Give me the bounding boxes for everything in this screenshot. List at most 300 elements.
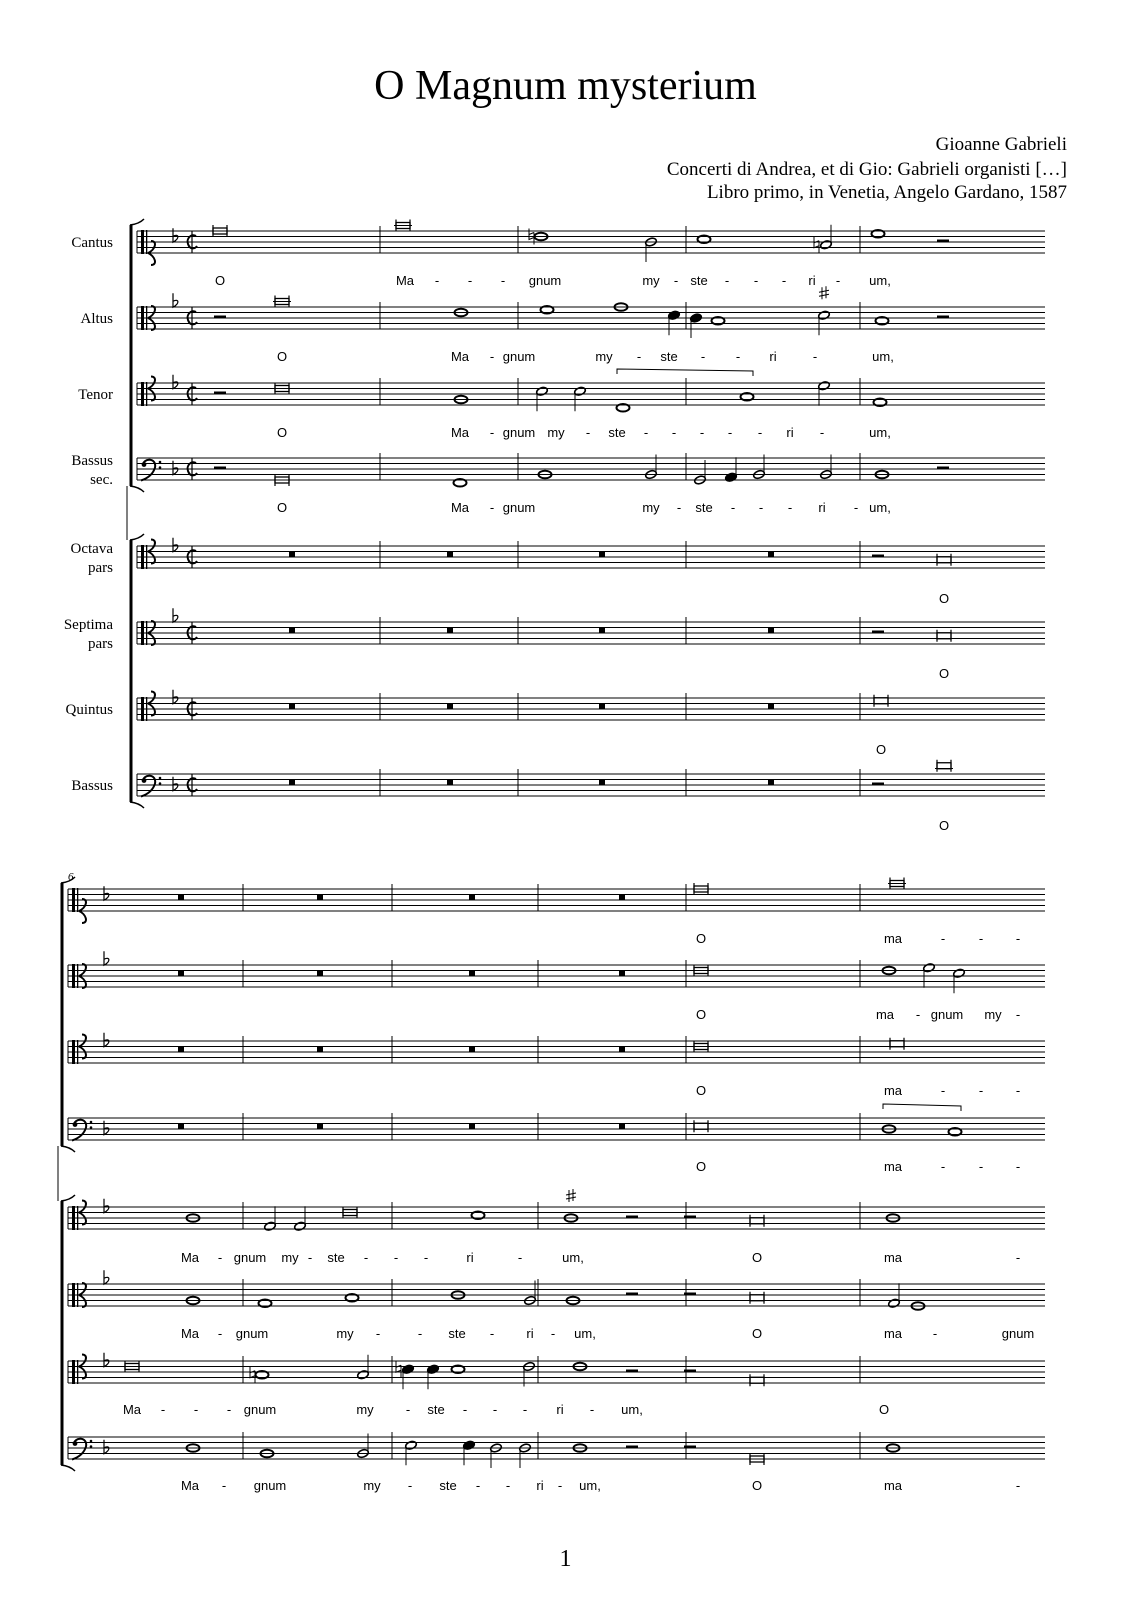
lyric-syllable: gnum [1001, 1326, 1035, 1341]
lyric-syllable: - [375, 1326, 381, 1341]
lyric-syllable: - [217, 1250, 223, 1265]
lyric-syllable: gnum [243, 1402, 277, 1417]
staff-altus [80, 286, 1045, 364]
lyric-syllable: - [932, 1326, 938, 1341]
lyric-syllable: - [407, 1478, 413, 1493]
lyric-syllable: - [500, 273, 506, 288]
lyric-syllable: O [276, 500, 288, 515]
note-head [818, 310, 831, 320]
lyric-syllable: - [787, 500, 793, 515]
f-clef-dot [159, 466, 162, 469]
lyric-syllable: - [489, 349, 495, 364]
flat-icon [104, 1440, 109, 1454]
whole-rest [469, 971, 475, 977]
staff-septima [64, 608, 1045, 681]
lyric-syllable: gnum [253, 1478, 287, 1493]
f-clef-dot [90, 1121, 93, 1124]
lyric-syllable: - [978, 1159, 984, 1174]
lyric-syllable: O [214, 273, 226, 288]
half-rest [872, 783, 884, 786]
lyric-syllable: - [673, 273, 679, 288]
half-rest [626, 1293, 638, 1296]
quarter-note [427, 1364, 440, 1389]
lyric-syllable: ri [536, 1478, 544, 1493]
lyric-syllable: - [853, 500, 859, 515]
lyric-syllable: - [585, 425, 591, 440]
whole-rest [289, 552, 295, 558]
f-clef-dot [90, 1440, 93, 1443]
lyric-syllable: O [938, 818, 950, 833]
staff-septima [68, 1270, 1045, 1341]
lyric-syllable: - [557, 1478, 563, 1493]
page-number: 1 [559, 1546, 572, 1572]
system1 [64, 219, 1045, 833]
note-head [953, 968, 966, 978]
staff-tenor [68, 1033, 1045, 1098]
staff-octava [68, 1189, 1045, 1265]
lyric-syllable: O [276, 425, 288, 440]
half-rest [684, 1446, 696, 1449]
flat-icon [104, 886, 109, 900]
lyric-syllable: ste [608, 425, 626, 440]
c-clef-icon [72, 1355, 86, 1385]
note-head [405, 1440, 418, 1450]
lyric-syllable: - [1015, 1250, 1021, 1265]
lyric-syllable: O [695, 931, 707, 946]
lyric-syllable: ri [769, 349, 777, 364]
half-rest [937, 316, 949, 319]
whole-rest [178, 971, 184, 977]
c-clef-icon [72, 1035, 86, 1065]
lyric-syllable: - [753, 273, 759, 288]
flat-icon [104, 1270, 109, 1284]
half-note [820, 225, 833, 250]
whole-rest [619, 1124, 625, 1130]
lyric-syllable: - [489, 1326, 495, 1341]
lyric-syllable: - [643, 425, 649, 440]
lyric-syllable: O [875, 742, 887, 757]
f-clef-dot [159, 782, 162, 785]
whole-rest [768, 552, 774, 558]
lyric-syllable: O [695, 1159, 707, 1174]
source-line-1: Concerti di Andrea, et di Gio: Gabrieli organisti […] [666, 159, 1067, 180]
half-rest [214, 316, 226, 319]
quarter-note [463, 1440, 476, 1465]
lyric-syllable: gnum [502, 500, 536, 515]
voice-name: Tenor [78, 387, 113, 403]
lyric-syllable: - [819, 425, 825, 440]
whole-rest [289, 628, 295, 634]
breve-body [750, 1377, 764, 1383]
lyric-syllable: Ma [450, 349, 470, 364]
lyric-syllable: O [751, 1250, 763, 1265]
lyric-syllable: - [758, 500, 764, 515]
note-head [923, 963, 936, 973]
breve-note [890, 1038, 904, 1050]
c-clef-bar [141, 621, 144, 645]
whole-rest [317, 895, 323, 901]
c-clef-bar [141, 697, 144, 721]
c-clef-thin [146, 697, 147, 721]
voice-name: Octava [70, 541, 113, 557]
note-head [402, 1364, 415, 1374]
c-clef-icon [141, 540, 155, 570]
lyric-syllable: ma [883, 931, 903, 946]
flat-icon [104, 1353, 109, 1367]
half-note [357, 1355, 370, 1380]
flat-icon [173, 777, 178, 791]
natural-icon [250, 1367, 255, 1383]
lyric-syllable: um, [621, 1402, 643, 1417]
lyric-syllable: ma [883, 1478, 903, 1493]
f-clef-dot [90, 1445, 93, 1448]
lyric-syllable: O [938, 591, 950, 606]
lyric-syllable: Ma [122, 1402, 142, 1417]
half-note [519, 1443, 532, 1468]
sharp-icon [819, 286, 829, 299]
staff-cantus [71, 220, 1045, 289]
flat-icon [173, 461, 178, 475]
lyric-syllable: ri [786, 425, 794, 440]
staff-bassus-secundus [68, 1113, 1045, 1174]
quarter-note [690, 313, 703, 338]
choir-one-bracket [130, 219, 144, 492]
lyric-syllable: - [434, 273, 440, 288]
flat-icon [104, 1199, 109, 1213]
c-clef-thin [146, 306, 147, 330]
whole-rest [469, 1047, 475, 1053]
breve-body [750, 1218, 764, 1224]
lyric-syllable: um, [869, 425, 891, 440]
staff-bassus [71, 760, 1045, 833]
staff-quintus [65, 690, 1045, 757]
lyric-syllable: um, [869, 273, 891, 288]
note-head [574, 386, 587, 396]
lyric-syllable: my [281, 1250, 299, 1265]
system2 [58, 877, 1045, 1493]
voice-name: sec. [90, 472, 113, 488]
lyric-syllable: ri [818, 500, 826, 515]
lyric-syllable: - [724, 273, 730, 288]
half-note [888, 1283, 901, 1308]
c-clef-bar [72, 1283, 75, 1307]
half-note [818, 381, 831, 406]
half-rest [684, 1216, 696, 1219]
c-clef-thin [77, 964, 78, 988]
whole-rest [289, 780, 295, 786]
lyric-syllable: O [751, 1326, 763, 1341]
lyric-syllable: O [695, 1083, 707, 1098]
bracket-hook [61, 1465, 75, 1471]
lyric-syllable: - [940, 1083, 946, 1098]
staff-bassus [68, 1432, 1045, 1493]
half-rest [626, 1370, 638, 1373]
composer-name: Gioanne Gabrieli [935, 134, 1067, 155]
breve-body [937, 633, 951, 639]
choir-two-bracket [61, 1195, 75, 1471]
whole-rest [447, 552, 453, 558]
half-note [953, 968, 966, 993]
whole-rest [619, 971, 625, 977]
whole-rest [447, 704, 453, 710]
lyric-syllable: my [595, 349, 613, 364]
c-clef-thin [77, 1360, 78, 1384]
breve-note [750, 1215, 764, 1227]
lyric-syllable: Ma [180, 1326, 200, 1341]
breve-note [937, 630, 951, 642]
breve-note [874, 695, 888, 707]
whole-rest [469, 1124, 475, 1130]
note-head [264, 1221, 277, 1231]
lyric-syllable: O [938, 666, 950, 681]
voice-name: Septima [63, 617, 113, 633]
lyric-syllable: ma [883, 1326, 903, 1341]
lyric-syllable: gnum [502, 425, 536, 440]
whole-rest [599, 552, 605, 558]
lyric-syllable: - [812, 349, 818, 364]
half-rest [872, 631, 884, 634]
whole-rest [619, 895, 625, 901]
lyric-syllable: ste [327, 1250, 345, 1265]
whole-rest [178, 895, 184, 901]
flat-icon [104, 951, 109, 965]
half-note [490, 1443, 503, 1468]
breve-note [694, 1120, 708, 1132]
lyric-syllable: ste [448, 1326, 466, 1341]
choir-two-bracket [130, 534, 144, 808]
breve-body [937, 557, 951, 563]
lyric-syllable: - [160, 1402, 166, 1417]
flat-icon [173, 690, 178, 704]
choir-one-bracket [61, 877, 75, 1152]
f-clef-dot [159, 461, 162, 464]
whole-rest [768, 628, 774, 634]
note-head [536, 386, 549, 396]
half-note [264, 1206, 277, 1231]
breve-body [937, 763, 951, 769]
lyric-syllable: um, [579, 1478, 601, 1493]
score-title: O Magnum mysterium [374, 63, 757, 109]
f-clef-dot [142, 462, 147, 467]
lyric-syllable: - [505, 1478, 511, 1493]
c-clef-icon [72, 1201, 86, 1231]
lyric-syllable: - [671, 425, 677, 440]
lyric-syllable: ma [883, 1083, 903, 1098]
lyric-syllable: - [193, 1402, 199, 1417]
lyric-syllable: - [393, 1250, 399, 1265]
lyric-syllable: - [522, 1402, 528, 1417]
bracket-hook [130, 486, 144, 492]
breve-note [937, 760, 951, 772]
lyric-syllable: O [878, 1402, 890, 1417]
lyric-syllable: - [781, 273, 787, 288]
quarter-note [668, 310, 681, 335]
measure-number: 6 [68, 871, 74, 883]
c-clef-bar [141, 382, 144, 406]
lyric-syllable: - [1015, 1478, 1021, 1493]
lyric-syllable: - [835, 273, 841, 288]
lyric-syllable: O [751, 1478, 763, 1493]
voice-name: pars [88, 560, 113, 576]
lyric-syllable: ri [466, 1250, 474, 1265]
flat-icon [173, 228, 178, 242]
f-clef-dot [142, 778, 147, 783]
lyric-syllable: - [589, 1402, 595, 1417]
whole-rest [317, 1124, 323, 1130]
whole-rest [768, 704, 774, 710]
flat-icon [173, 538, 178, 552]
c-clef-bar [72, 964, 75, 988]
lyric-syllable: - [699, 425, 705, 440]
lyric-syllable: - [492, 1402, 498, 1417]
whole-rest [768, 780, 774, 786]
note-head [818, 381, 831, 391]
voice-name: Altus [80, 311, 113, 327]
c-clef-thin [77, 1040, 78, 1064]
lyric-syllable: - [735, 349, 741, 364]
note-head [668, 310, 681, 320]
f-clef-icon [72, 1439, 92, 1460]
lyric-syllable: - [475, 1478, 481, 1493]
c-clef-icon [141, 377, 155, 407]
staff-cantus [68, 878, 1045, 947]
half-rest [626, 1446, 638, 1449]
staff-bassus-secundus [71, 453, 1045, 515]
bracket-hook [130, 802, 144, 808]
ligature-bracket [883, 1104, 961, 1111]
lyric-syllable: - [978, 931, 984, 946]
half-note [923, 963, 936, 988]
lyric-syllable: gnum [528, 273, 562, 288]
lyric-syllable: - [727, 425, 733, 440]
note-head [820, 240, 833, 250]
lyric-syllable: - [730, 500, 736, 515]
lyric-syllable: my [547, 425, 565, 440]
half-rest [872, 555, 884, 558]
c-clef-thin [77, 1283, 78, 1307]
breve-body [874, 698, 888, 704]
half-note [574, 386, 587, 411]
lyric-syllable: ma [883, 1250, 903, 1265]
bracket-hook [61, 1146, 75, 1152]
breve-note [750, 1374, 764, 1386]
c-clef-icon [141, 692, 155, 722]
lyric-syllable: Ma [450, 500, 470, 515]
lyric-syllable: - [462, 1402, 468, 1417]
voice-name: Cantus [71, 235, 113, 251]
note-head [888, 1298, 901, 1308]
whole-rest [178, 1124, 184, 1130]
whole-rest [599, 628, 605, 634]
c-clef-thin [77, 1206, 78, 1230]
quarter-note [402, 1364, 415, 1389]
half-note [818, 310, 831, 335]
whole-rest [599, 704, 605, 710]
lyric-syllable: my [642, 273, 660, 288]
lyric-syllable: - [978, 1083, 984, 1098]
voice-name: Bassus [71, 453, 113, 469]
flat-icon [173, 375, 178, 389]
f-clef-dot [90, 1126, 93, 1129]
lyric-syllable: ri [526, 1326, 534, 1341]
lyric-syllable: - [550, 1326, 556, 1341]
c-clef-bar [141, 306, 144, 330]
whole-rest [317, 971, 323, 977]
lyric-syllable: my [642, 500, 660, 515]
note-head [357, 1370, 370, 1380]
whole-rest [178, 1047, 184, 1053]
bracket-hook [130, 219, 144, 225]
lyric-syllable: Ma [180, 1250, 200, 1265]
lyric-syllable: my [984, 1007, 1002, 1022]
lyric-syllable: - [423, 1250, 429, 1265]
lyric-syllable: ste [439, 1478, 457, 1493]
f-clef-icon [72, 1120, 92, 1141]
f-clef-dot [159, 777, 162, 780]
breve-body [694, 1123, 708, 1129]
note-head [427, 1364, 440, 1374]
note-head [294, 1221, 307, 1231]
half-rest [214, 467, 226, 470]
lyric-syllable: - [1015, 1083, 1021, 1098]
c-clef-bar [141, 230, 144, 254]
staff-tenor [78, 375, 1045, 440]
lyric-syllable: my [336, 1326, 354, 1341]
source-line-2: Libro primo, in Venetia, Angelo Gardano, 1587 [706, 182, 1067, 203]
half-note [294, 1206, 307, 1231]
lyric-syllable: ste [695, 500, 713, 515]
breve-note [937, 554, 951, 566]
staff-octava [71, 538, 1045, 606]
half-note [645, 237, 658, 262]
lyric-syllable: - [307, 1250, 313, 1265]
half-rest [214, 392, 226, 395]
half-rest [937, 240, 949, 243]
bracket-hook [130, 534, 144, 540]
lyric-syllable: gnum [930, 1007, 964, 1022]
flat-icon [104, 1121, 109, 1135]
lyric-syllable: ri [808, 273, 816, 288]
c-clef-bar [72, 1206, 75, 1230]
lyric-syllable: - [217, 1326, 223, 1341]
lyric-syllable: my [363, 1478, 381, 1493]
breve-body [890, 1041, 904, 1047]
c-clef-thin [77, 888, 78, 912]
bracket-hook [61, 1195, 75, 1201]
natural-icon [396, 1361, 401, 1377]
lyric-syllable: - [757, 425, 763, 440]
half-rest [626, 1216, 638, 1219]
whole-rest [619, 1047, 625, 1053]
lyric-syllable: O [695, 1007, 707, 1022]
f-clef-dot [73, 1122, 78, 1127]
lyric-syllable: gnum [502, 349, 536, 364]
whole-rest [317, 1047, 323, 1053]
lyric-syllable: - [489, 425, 495, 440]
f-clef-icon [141, 776, 161, 797]
c-clef-thin [146, 545, 147, 569]
flat-icon [173, 608, 178, 622]
whole-rest [289, 704, 295, 710]
whole-rest [447, 780, 453, 786]
ligature-bracket [617, 369, 753, 376]
lyric-syllable: ste [427, 1402, 445, 1417]
lyric-syllable: - [1015, 931, 1021, 946]
c-clef-thin [146, 621, 147, 645]
lyric-syllable: ste [660, 349, 678, 364]
staff-altus [68, 951, 1045, 1022]
voice-name: pars [88, 636, 113, 652]
